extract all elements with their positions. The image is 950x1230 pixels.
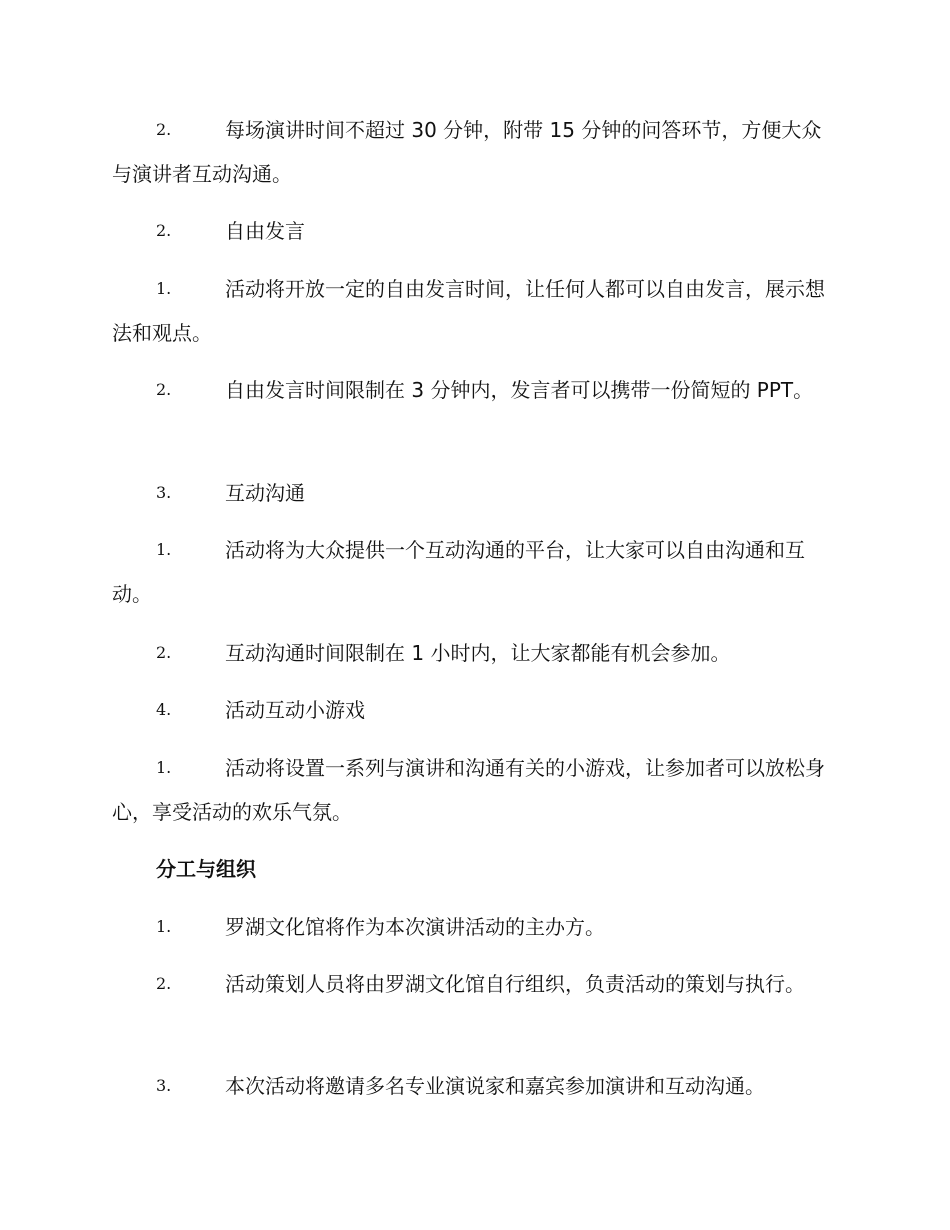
list-item <box>112 209 837 253</box>
item-number: 1. <box>156 917 172 936</box>
item-text: 活动将开放一定的自由发言时间，让任何人都可以自由发言，展示想法和观点。 <box>112 277 825 345</box>
list-item <box>112 368 837 412</box>
list-item <box>112 905 837 949</box>
list-item <box>112 528 837 616</box>
item-number: 2. <box>156 643 172 662</box>
list-item <box>112 631 837 675</box>
item-text: 互动沟通 <box>225 481 305 505</box>
item-text: 活动将为大众提供一个互动沟通的平台，让大家可以自由沟通和互动。 <box>112 538 805 606</box>
list-item <box>112 746 837 834</box>
item-number: 1. <box>156 540 172 559</box>
item-text: 自由发言 <box>225 219 305 243</box>
item-number: 3. <box>156 483 172 502</box>
item-text: 活动将设置一系列与演讲和沟通有关的小游戏，让参加者可以放松身心，享受活动的欢乐气氛。 <box>112 756 825 824</box>
item-number: 1. <box>156 279 172 298</box>
list-item <box>112 471 837 515</box>
section-heading: 分工与组织 <box>156 857 256 881</box>
item-text: 自由发言时间限制在 3 分钟内，发言者可以携带一份简短的 PPT。 <box>225 378 814 402</box>
item-number: 1. <box>156 758 172 777</box>
list-item <box>112 962 837 1006</box>
list-item <box>112 108 837 196</box>
item-text: 活动互动小游戏 <box>225 698 365 722</box>
list-item <box>112 267 837 355</box>
item-number: 2. <box>156 120 172 139</box>
item-text: 互动沟通时间限制在 1 小时内，让大家都能有机会参加。 <box>225 641 731 665</box>
list-item <box>112 1064 837 1108</box>
item-text: 罗湖文化馆将作为本次演讲活动的主办方。 <box>225 915 605 939</box>
item-number: 4. <box>156 700 172 719</box>
item-text: 本次活动将邀请多名专业演说家和嘉宾参加演讲和互动沟通。 <box>225 1074 765 1098</box>
list-item <box>112 688 837 732</box>
item-number: 2. <box>156 380 172 399</box>
item-number: 3. <box>156 1076 172 1095</box>
item-text: 活动策划人员将由罗湖文化馆自行组织，负责活动的策划与执行。 <box>225 972 805 996</box>
item-text: 每场演讲时间不超过 30 分钟，附带 15 分钟的问答环节，方便大众与演讲者互动沟通。 <box>112 118 822 186</box>
item-number: 2. <box>156 974 172 993</box>
item-number: 2. <box>156 221 172 240</box>
